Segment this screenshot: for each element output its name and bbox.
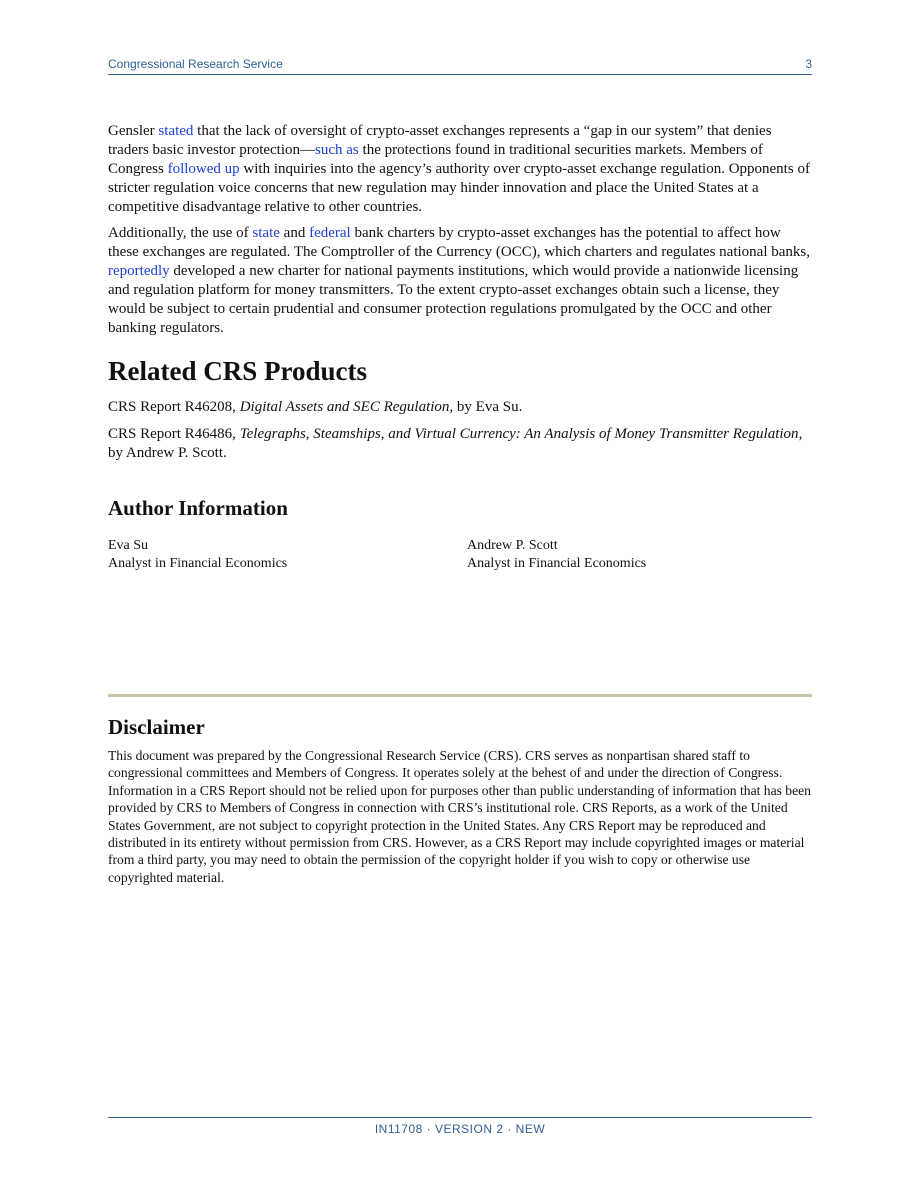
author-card [108, 537, 287, 573]
product-report-number: CRS Report R46486, [108, 426, 240, 442]
header-org-name: Congressional Research Service [108, 57, 283, 71]
author-role: Analyst in Financial Economics [108, 556, 288, 571]
section-divider [108, 694, 812, 697]
text-run: the protections found in traditional securities markets. Members of Congress [108, 142, 763, 177]
link-reportedly[interactable]: reportedly [108, 263, 170, 279]
author-list [108, 537, 814, 587]
product-report-number: CRS Report R46208, [108, 399, 240, 415]
related-products-heading: Related CRS Products [108, 356, 367, 386]
text-run: with inquiries into the agency’s authority over crypto-asset exchange regulation. Opponents of stricter regulation voice concerns that new regulation may hinder innovation and place the United States at a competitive disadvantage relative to other countries. [108, 161, 810, 215]
author-card [467, 537, 646, 573]
body-paragraph-2 [108, 224, 814, 338]
product-title: Digital Assets and SEC Regulation [239, 399, 450, 415]
link-state[interactable]: state [252, 225, 280, 241]
product-author: , by Andrew P. Scott. [108, 426, 803, 461]
text-run: bank charters by crypto-asset exchanges has the potential to affect how these exchanges are regulated. The Comptroller of the Currency (OCC), which charters and regulates national banks, [108, 225, 810, 260]
text-run: Additionally, the use of [108, 225, 253, 241]
author-name: Eva Su [108, 538, 149, 553]
header-page-number: 3 [805, 57, 812, 71]
author-role: Analyst in Financial Economics [467, 556, 647, 571]
product-author: , by Eva Su. [449, 399, 523, 415]
disclaimer-section [108, 714, 814, 886]
text-run: Gensler [108, 123, 159, 139]
text-run: and [279, 225, 310, 241]
main-content [108, 122, 814, 587]
disclaimer-heading: Disclaimer [108, 715, 205, 739]
product-title: Telegraphs, Steamships, and Virtual Currency: An Analysis of Money Transmitter Regulation [239, 426, 799, 442]
link-such-as[interactable]: such as [315, 142, 359, 158]
body-paragraph-1 [108, 122, 814, 217]
page-footer [108, 1117, 812, 1136]
text-run: that the lack of oversight of crypto-asset exchanges represents a “gap in our system” that denies traders basic investor protection— [108, 123, 772, 158]
link-federal[interactable]: federal [309, 225, 351, 241]
text-run: developed a new charter for national payments institutions, which would provide a nationwide licensing and regulation platform for money transmitters. To the extent crypto-asset exchanges obtain such a license, they would be subject to certain prudential and consumer protection regulations promulgated by the OCC and other banking regulators. [108, 263, 799, 336]
author-name: Andrew P. Scott [467, 538, 558, 553]
page-header [108, 56, 812, 75]
related-products-list [108, 398, 814, 463]
link-stated[interactable]: stated [158, 123, 194, 139]
author-information-heading: Author Information [108, 496, 288, 520]
footer-report-id: IN11708 · VERSION 2 · NEW [374, 1122, 546, 1136]
disclaimer-text: This document was prepared by the Congressional Research Service (CRS). CRS serves as nonpartisan shared staff to congressional committees and Members of Congress. It operates solely at the behest of and under the direction of Congress. Information in a CRS Report should not be relied upon for purposes other than public understanding of information that has been provided by CRS to Members of Congress in connection with CRS’s institutional role. CRS Reports, as a work of the United States Government, are not subject to copyright protection in the United States. Any CRS Report may be reproduced and distributed in its entirety without permission from CRS. However, as a CRS Report may include copyrighted images or material from a third party, you may need to obtain the permission of the copyright holder if you wish to copy or otherwise use copyrighted material. [108, 748, 811, 885]
related-product-item [108, 398, 814, 417]
related-product-item [108, 425, 814, 463]
link-followed-up[interactable]: followed up [167, 161, 240, 177]
